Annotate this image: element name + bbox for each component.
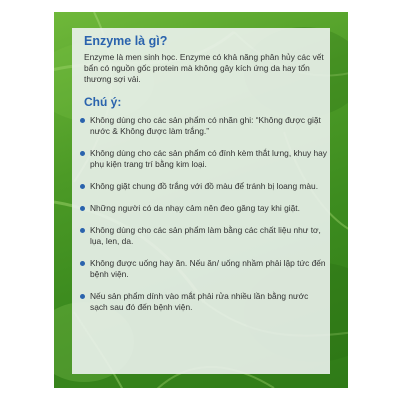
note-item xyxy=(80,148,328,170)
bullet-icon xyxy=(80,118,85,123)
note-item xyxy=(80,258,328,280)
bullet-icon xyxy=(80,151,85,156)
notes-list xyxy=(80,115,328,313)
note-item xyxy=(80,225,328,247)
title: Enzyme là gì? xyxy=(84,34,168,48)
note-text: Không giặt chung đồ trắng với đồ màu để tránh bị loang màu. xyxy=(90,181,319,191)
note-text: Không dùng cho các sản phẩm có đính kèm thắt lưng, khuy hay phụ kiện trang trí bằng kim loại. xyxy=(90,148,327,169)
intro-text: Enzyme là men sinh học. Enzyme có khả năng phân hủy các vết bẩn có nguồn gốc protein mà không gây kích ứng da hay tổn thương sợi vải. xyxy=(84,52,324,84)
note-text: Không dùng cho các sản phẩm có nhãn ghi: “Không được giặt nước & Không được làm trắng.” xyxy=(90,115,321,136)
bullet-icon xyxy=(80,261,85,266)
note-text: Nếu sản phẩm dính vào mắt phải rửa nhiều lần bằng nước sạch sau đó đến bệnh viện. xyxy=(90,291,309,312)
bullet-icon xyxy=(80,228,85,233)
bullet-icon xyxy=(80,294,85,299)
note-item xyxy=(80,115,328,137)
note-item xyxy=(80,291,328,313)
note-text: Không dùng cho các sản phẩm làm bằng các chất liệu như tơ, lụa, len, da. xyxy=(90,225,321,246)
note-text: Không được uống hay ăn. Nếu ăn/ uống nhầm phải lập tức đến bệnh viện. xyxy=(90,258,326,279)
note-item xyxy=(80,181,328,192)
notes-title: Chú ý: xyxy=(84,95,122,109)
bullet-icon xyxy=(80,206,85,211)
bullet-icon xyxy=(80,184,85,189)
content xyxy=(80,34,328,324)
note-text: Những người có da nhạy cảm nên đeo găng tay khi giặt. xyxy=(90,203,300,213)
note-item xyxy=(80,203,328,214)
